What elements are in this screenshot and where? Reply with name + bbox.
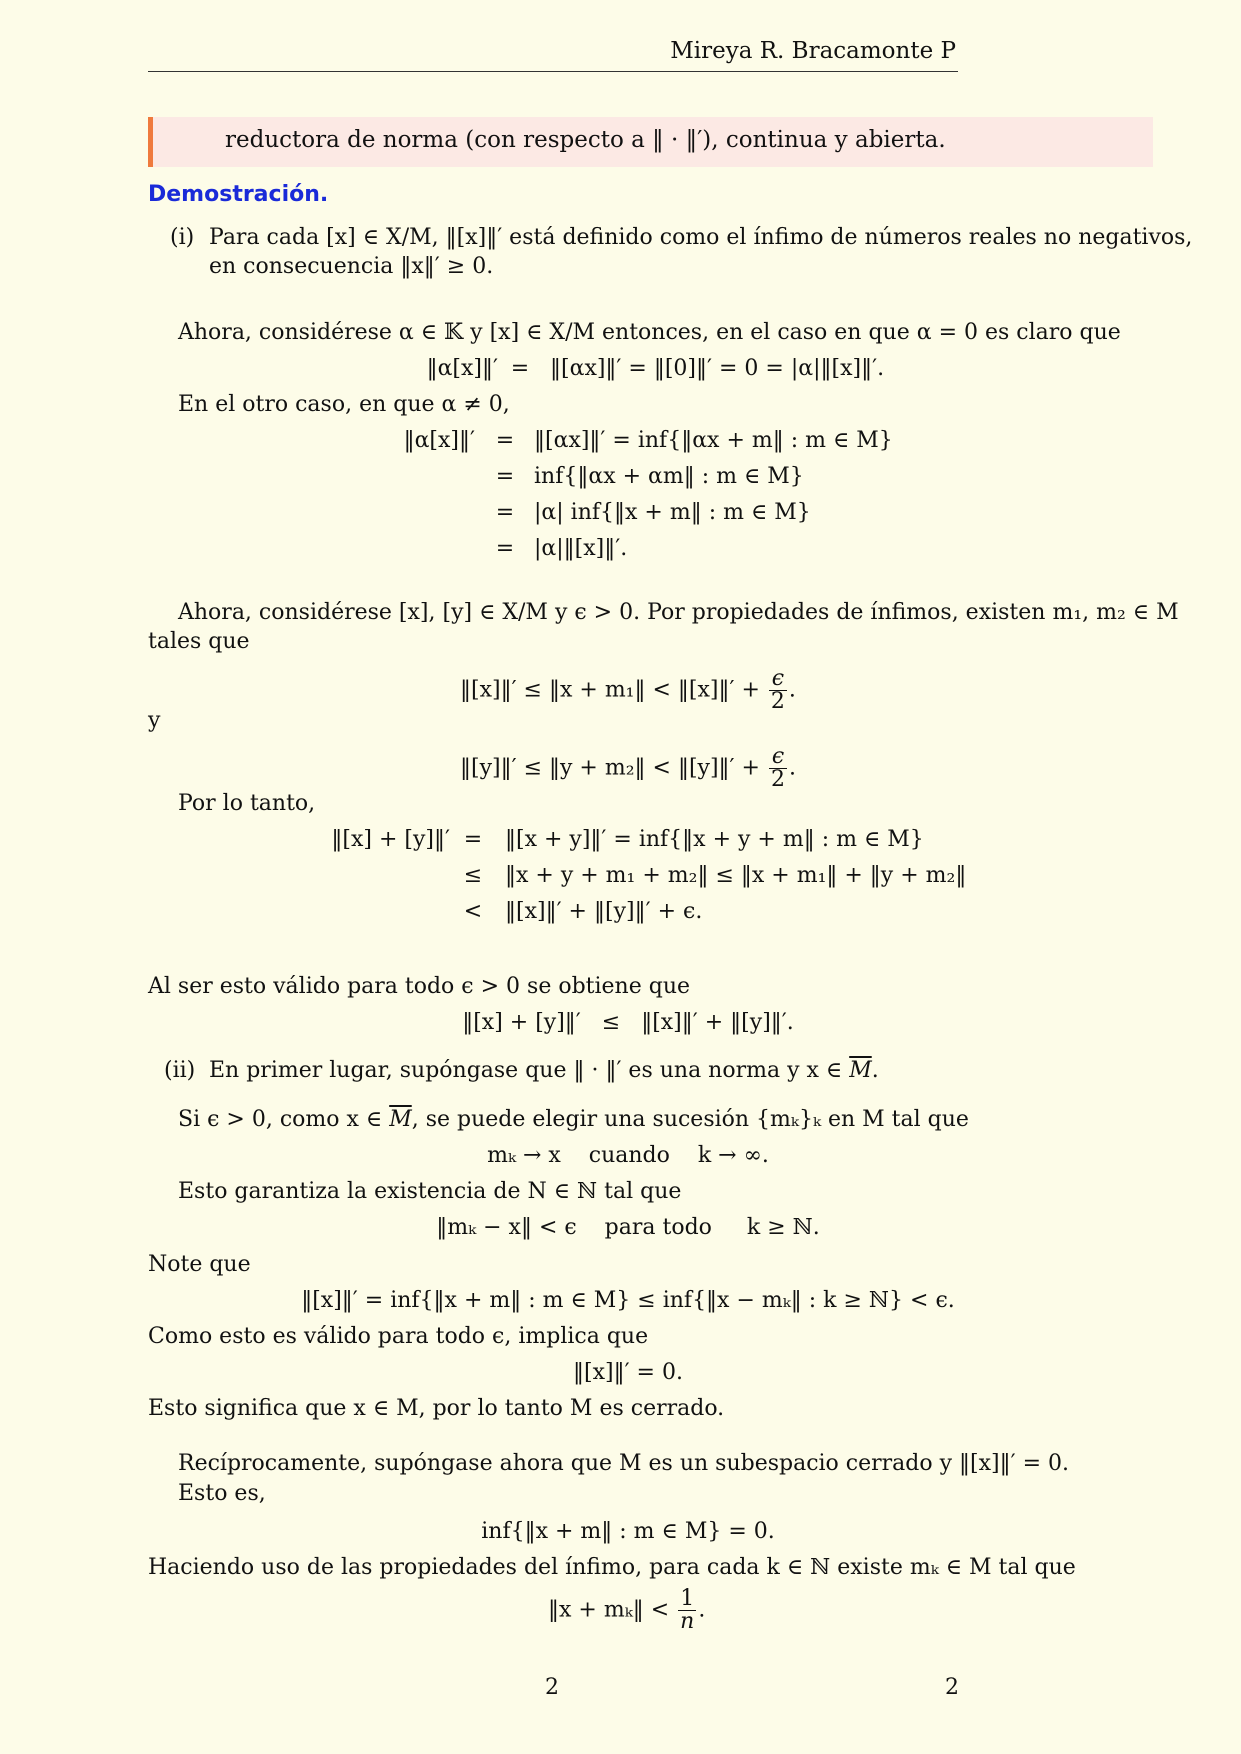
paragraph: y <box>148 708 161 733</box>
equation-rhs: ‖x + y + m₁ + m₂‖ ≤ ‖x + m₁‖ + ‖y + m₂‖ <box>505 863 967 888</box>
fraction-denominator: 2 <box>770 689 785 714</box>
equation-relation: = <box>495 536 515 561</box>
equation-rhs: ‖[αx]‖′ = inf{‖αx + m‖ : m ∈ M} <box>534 428 893 453</box>
equation-lhs: ‖α[x]‖′ <box>403 428 475 453</box>
equation-rhs: |α|‖[x]‖′. <box>534 536 628 561</box>
paragraph: tales que <box>148 629 250 654</box>
period: . <box>871 1058 879 1083</box>
paragraph: Ahora, considérese α ∈ 𝕂 y [x] ∈ X/M entonces, en el caso en que α = 0 es claro que <box>178 320 1121 345</box>
paragraph: Haciendo uso de las propiedades del ínfimo, para cada k ∈ ℕ existe mₖ ∈ M tal que <box>148 1555 1076 1580</box>
period: . <box>698 1597 706 1623</box>
fraction-numerator: ϵ <box>769 746 787 769</box>
equation-rhs: ‖[x]‖′ + ‖[y]‖′ + ϵ. <box>505 899 703 924</box>
paragraph: Al ser esto válido para todo ϵ > 0 se obtiene que <box>148 974 691 999</box>
closure-m: $\overline{M}$ <box>389 1107 412 1132</box>
equation-lhs: ‖α[x]‖′ <box>426 356 498 381</box>
equation: ‖[x]‖′ = inf{‖x + m‖ : m ∈ M} ≤ inf{‖x − mₖ‖ : k ≥ ℕ} < ϵ. <box>301 1288 955 1313</box>
item-ii-label: (ii) <box>164 1058 196 1083</box>
paragraph: Esto garantiza la existencia de N ∈ ℕ tal que <box>178 1179 682 1204</box>
equation-4 <box>460 746 796 791</box>
item-i-line1: Para cada [x] ∈ X/M, ‖[x]‖′ está definido como el ínfimo de números reales no negativos, <box>209 225 1193 250</box>
fraction <box>769 668 787 713</box>
equation-rhs: ‖[αx]‖′ = ‖[0]‖′ = 0 = |α|‖[x]‖′. <box>550 356 885 381</box>
equation-relation: < <box>463 899 483 924</box>
equation-text: ‖[x]‖′ ≤ ‖x + m₁‖ < ‖[x]‖′ + <box>460 677 760 703</box>
period: . <box>788 677 796 703</box>
item-i-label: (i) <box>170 225 195 250</box>
equation: inf{‖x + m‖ : m ∈ M} = 0. <box>481 1519 775 1544</box>
equation-text: ‖[y]‖′ ≤ ‖y + m₂‖ < ‖[y]‖′ + <box>460 755 760 781</box>
header-rule <box>148 71 958 72</box>
fraction-numerator: ϵ <box>769 668 787 691</box>
equation-relation: = <box>495 464 515 489</box>
equation-rhs: |α| inf{‖x + m‖ : m ∈ M} <box>534 500 811 525</box>
paragraph: Esto significa que x ∈ M, por lo tanto M es cerrado. <box>148 1396 725 1421</box>
equation: mₖ → x cuando k → ∞. <box>487 1143 769 1168</box>
page-number-left: 2 <box>545 1675 559 1700</box>
paragraph: Ahora, considérese [x], [y] ∈ X/M y ϵ > 0. Por propiedades de ínfimos, existen m₁, m₂ ∈ M <box>178 600 1179 625</box>
fraction <box>769 746 787 791</box>
fraction-denominator: 2 <box>770 767 785 792</box>
fraction-numerator: 1 <box>678 1588 696 1611</box>
fraction-denominator: n <box>680 1609 695 1634</box>
equation-relation: ≤ <box>463 863 483 888</box>
equation-3 <box>460 668 796 713</box>
equation-relation: = <box>463 827 483 852</box>
equation: ‖[x]‖′ = 0. <box>573 1360 683 1385</box>
equation-rhs: inf{‖αx + αm‖ : m ∈ M} <box>534 464 804 489</box>
paragraph: Por lo tanto, <box>178 791 316 816</box>
theorem-box-text: reductora de norma (con respecto a ‖ · ‖′), continua y abierta. <box>225 127 946 153</box>
equation-relation: = <box>510 356 530 381</box>
equation-relation: = <box>495 428 515 453</box>
equation-rhs: ‖[x + y]‖′ = inf{‖x + y + m‖ : m ∈ M} <box>505 827 924 852</box>
paragraph: Como esto es válido para todo ϵ, implica que <box>148 1324 649 1349</box>
paragraph: En el otro caso, en que α ≠ 0, <box>178 392 510 417</box>
paragraph <box>178 1107 969 1132</box>
theorem-box <box>148 117 1153 167</box>
item-ii-line1 <box>209 1058 879 1083</box>
equation-relation: = <box>495 500 515 525</box>
page-number-right: 2 <box>945 1675 959 1700</box>
item-i-line2: en consecuencia ‖x‖′ ≥ 0. <box>209 254 494 279</box>
equation-text: ‖x + mₖ‖ < <box>548 1597 670 1623</box>
paragraph: Note que <box>148 1252 251 1277</box>
paragraph-part: , se puede elegir una sucesión {mₖ}ₖ en M tal que <box>411 1107 969 1132</box>
equation <box>548 1588 705 1633</box>
paragraph-part: Si ϵ > 0, como x ∈ <box>178 1107 383 1132</box>
equation: ‖mₖ − x‖ < ϵ para todo k ≥ ℕ. <box>436 1215 820 1240</box>
fraction <box>678 1588 696 1633</box>
item-ii-text: En primer lugar, supóngase que ‖ · ‖′ es una norma y x ∈ <box>209 1058 843 1083</box>
proof-title: Demostración. <box>148 182 329 207</box>
header-author: Mireya R. Bracamonte P <box>670 38 956 64</box>
paragraph: Esto es, <box>178 1481 266 1506</box>
equation-lhs: ‖[x] + [y]‖′ <box>331 827 450 852</box>
equation-6: ‖[x] + [y]‖′ ≤ ‖[x]‖′ + ‖[y]‖′. <box>462 1010 794 1035</box>
closure-m: $\overline{M}$ <box>849 1058 872 1083</box>
period: . <box>788 755 796 781</box>
paragraph: Recíprocamente, supóngase ahora que M es un subespacio cerrado y ‖[x]‖′ = 0. <box>178 1451 1070 1476</box>
